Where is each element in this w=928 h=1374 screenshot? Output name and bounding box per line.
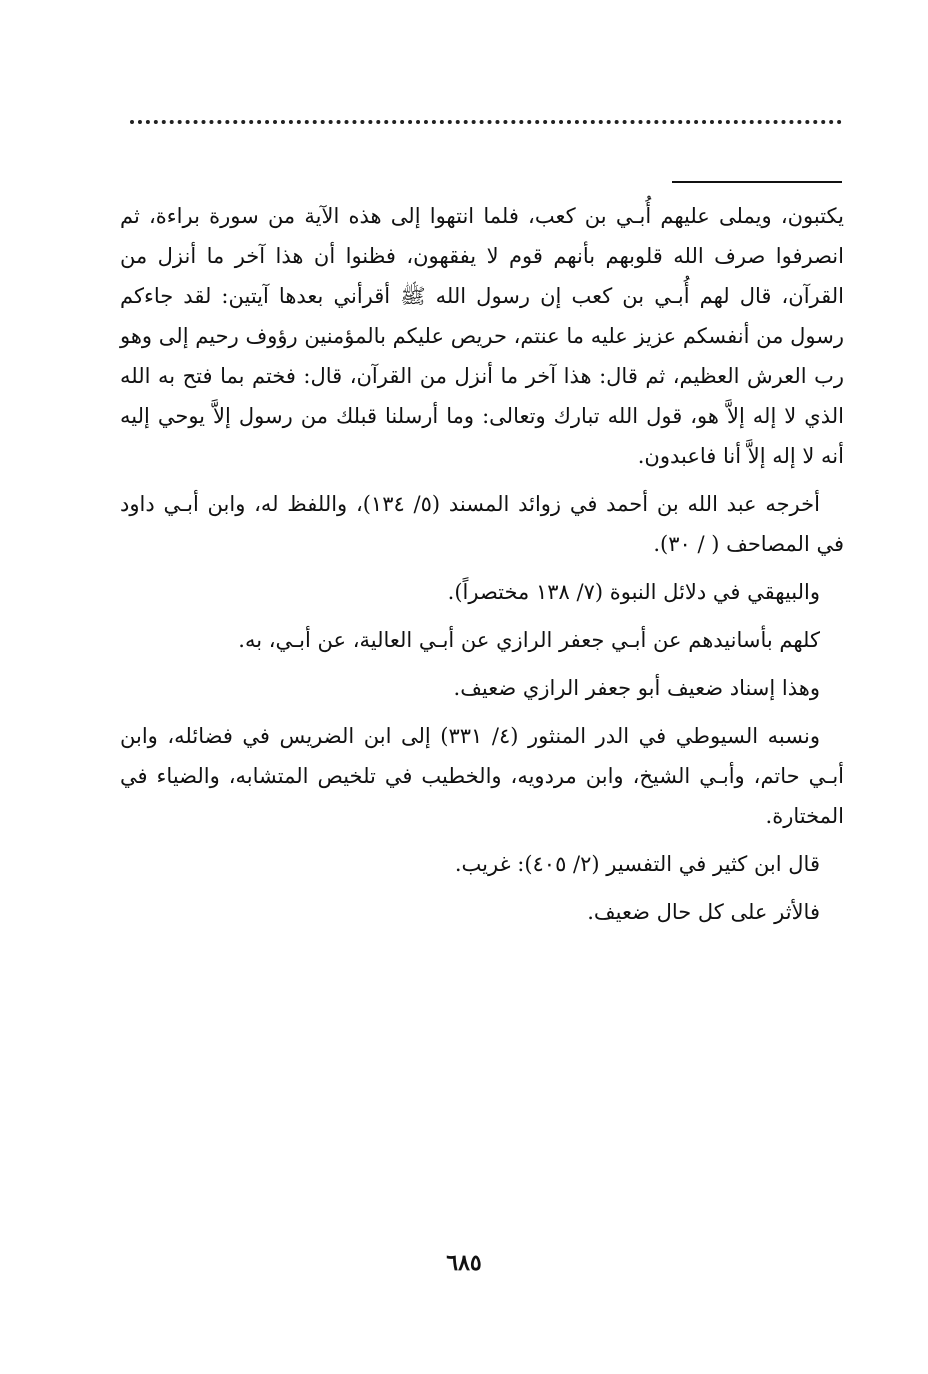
- dotted-separator: [130, 120, 842, 124]
- footnote-paragraph: ونسبه السيوطي في الدر المنثور (٤/ ٣٣١) إلى ابن الضريس في فضائله، وابن أبـي حاتم، وأبـي الشيخ، وابن مردويه، والخطيب في تلخيص المتشابه، والضياء في المختارة.: [120, 724, 844, 828]
- footnote-text: [120, 196, 844, 932]
- page-number: ٦٨٥: [446, 1250, 482, 1276]
- footnote-paragraph: وهذا إسناد ضعيف أبو جعفر الرازي ضعيف.: [453, 676, 820, 700]
- footnote-paragraph: فالأثر على كل حال ضعيف.: [587, 900, 820, 924]
- footnote-separator-line: [672, 181, 842, 183]
- footnote-paragraph: قال ابن كثير في التفسير (٢/ ٤٠٥): غريب.: [454, 852, 820, 876]
- footnote-paragraph: كلهم بأسانيدهم عن أبـي جعفر الرازي عن أبـي العالية، عن أبـي، به.: [238, 628, 820, 652]
- footnote-paragraph: والبيهقي في دلائل النبوة (٧/ ١٣٨ مختصراً).: [447, 580, 820, 604]
- footnote-paragraph: يكتبون، ويملى عليهم أُبـي بن كعب، فلما انتهوا إلى هذه الآية من سورة براءة، ثم انصرفوا صرف الله قلوبهم بأنهم قوم لا يفقهون، فظنوا أن هذا آخر ما أنزل من القرآن، قال لهم أُبـي بن كعب إن رسول الله ﷺ أقرأني بعدها آيتين: لقد جاءكم رسول من أنفسكم عزيز عليه ما عنتم، حريص عليكم بالمؤمنين رؤوف رحيم إلى وهو رب العرش العظيم، ثم قال: هذا آخر ما أنزل من القرآن، قال: فختم بما فتح به الله الذي لا إله إلاَّ هو، قول الله تبارك وتعالى: وما أرسلنا قبلك من رسول إلاَّ يوحي إليه أنه لا إله إلاَّ أنا فاعبدون.: [120, 204, 844, 468]
- footnote-paragraph: أخرجه عبد الله بن أحمد في زوائد المسند (٥/ ١٣٤)، واللفظ له، وابن أبـي داود في المصاحف ( / ٣٠).: [120, 492, 844, 556]
